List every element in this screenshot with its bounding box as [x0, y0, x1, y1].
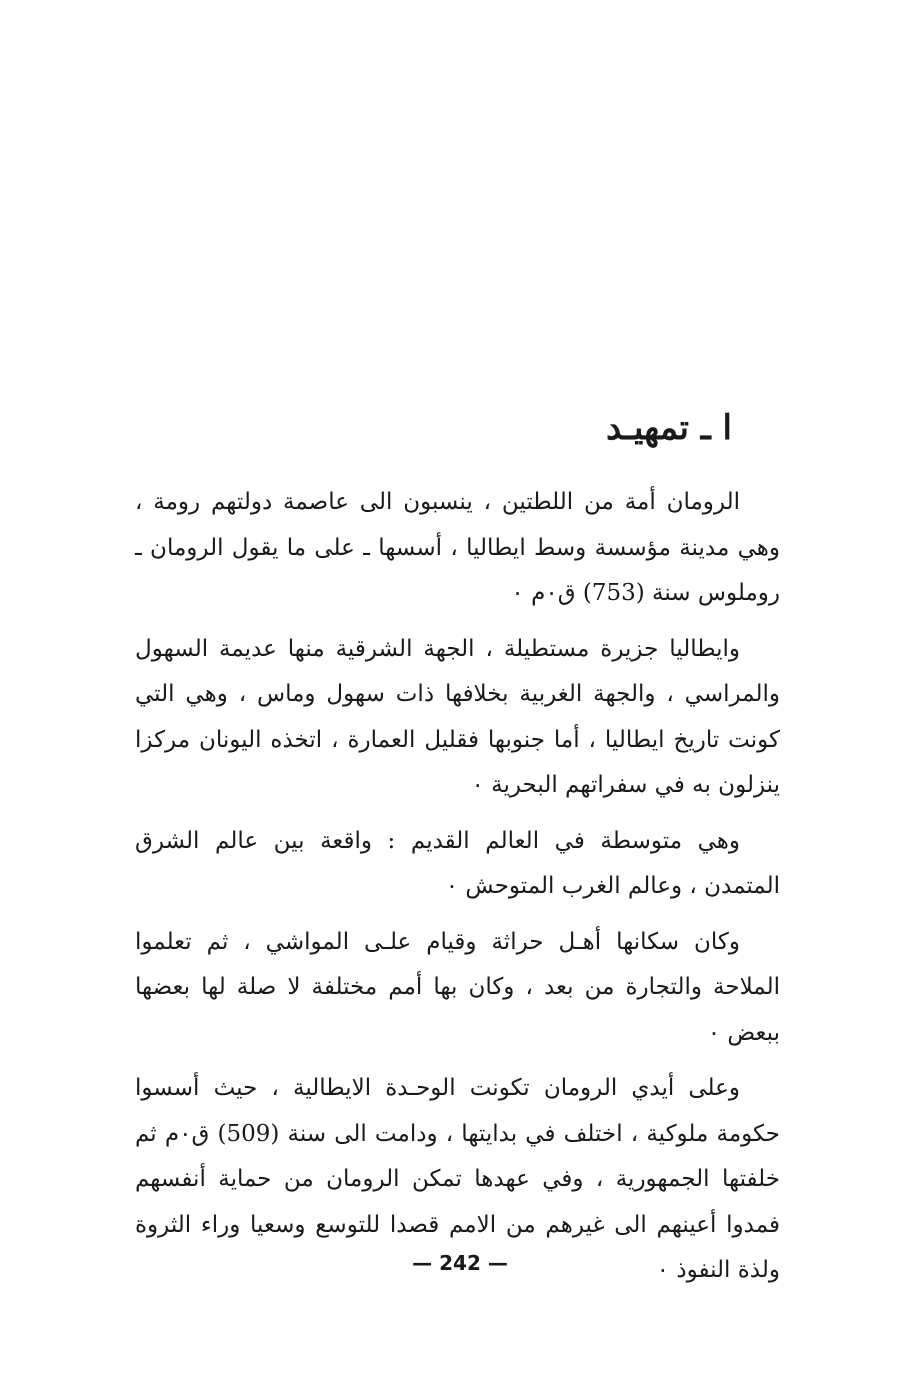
body-text [135, 480, 780, 1304]
paragraph-3: وهي متوسطة في العالم القديم : واقعة بين عالم الشرق المتمدن ، وعالم الغرب المتوحش ٠ [135, 827, 780, 899]
paragraph-2: وايطاليا جزيرة مستطيلة ، الجهة الشرقية منها عديمة السهول والمراسي ، والجهة الغربية بخلافها ذات سهول وماس ، وهي التي كونت تاريخ ايطاليا ، أما جنوبها فقليل العمارة ، اتخذه اليونان مركزا ينزلون به في سفراتهم البحرية ٠ [135, 635, 780, 798]
section-heading: ا ـ تمهيـد [606, 408, 732, 448]
paragraph-1: الرومان أمة من اللطتين ، ينسبون الى عاصمة دولتهم رومة ، وهي مدينة مؤسسة وسط ايطاليا ، أسسها ـ على ما يقول الرومان ـ روملوس سنة (753) ق٠م ٠ [135, 489, 780, 606]
page-number: — 242 — [412, 1251, 508, 1275]
paragraph-4: وكان سكانها أهـل حراثة وقيام علـى المواشي ، ثم تعلموا الملاحة والتجارة من بعد ، وكان بها أمم مختلفة لا صلة لها بعضها ببعض ٠ [135, 928, 780, 1046]
paragraph-5: وعلى أيدي الرومان تكونت الوحـدة الايطالية ، حيث أسسوا حكومة ملوكية ، اختلف في بدايتها ، ودامت الى سنة (509) ق٠م ثم خلفتها الجمهورية ، وفي عهدها تمكن الرومان من حماية أنفسهم فمدوا أعينهم الى غيرهم من الامم قصدا للتوسع وسعيا وراء الثروة ولذة النفوذ ٠ [135, 1075, 780, 1283]
